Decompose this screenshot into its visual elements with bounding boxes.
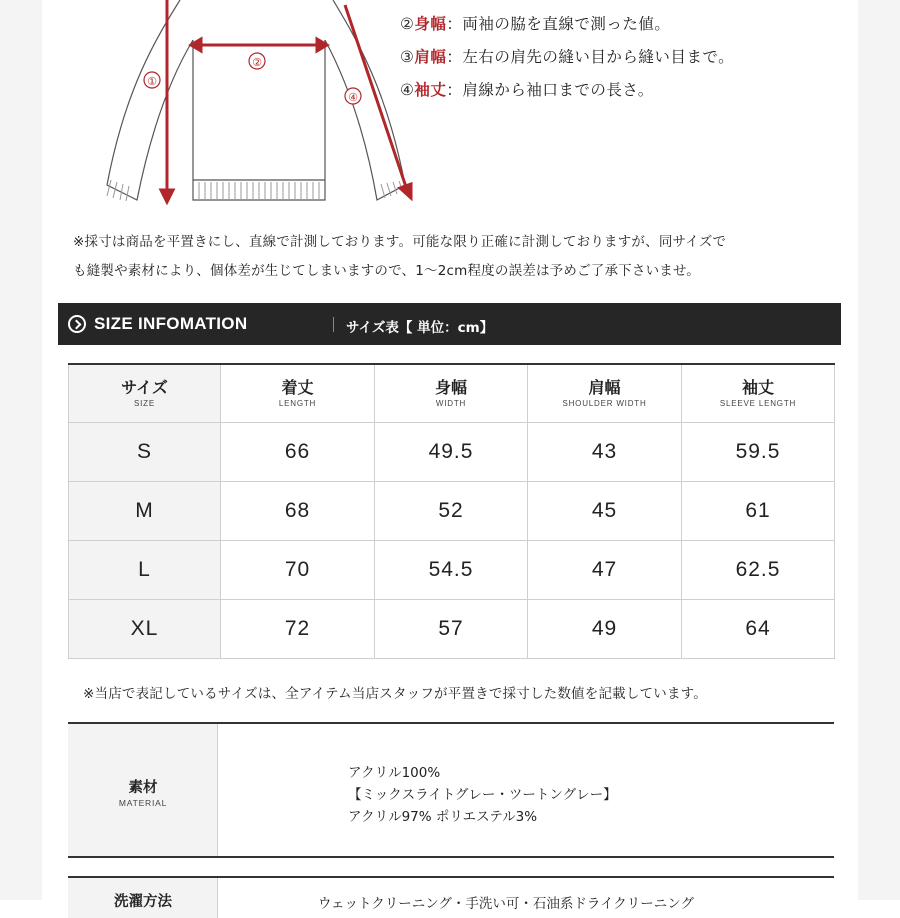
size-cell: S (69, 422, 221, 481)
material-line-1: アクリル100% (348, 765, 441, 781)
chevron-circle-icon (68, 315, 86, 333)
shoulder-cell: 47 (528, 540, 682, 599)
diagram-label-4: ④ (348, 91, 358, 104)
size-cell: L (69, 540, 221, 599)
table-row (69, 540, 835, 599)
width-cell: 54.5 (375, 540, 528, 599)
legend-row-shoulder: ③肩幅：左右の肩先の縫い目から縫い目まで。 (400, 48, 735, 66)
size-information-header (58, 303, 841, 345)
sleeve-cell: 61 (682, 481, 835, 540)
care-value: ウェットクリーニング・手洗い可・石油系ドライクリーニング (318, 896, 694, 912)
diagram-label-2: ② (252, 56, 262, 69)
header-sleeve-length: 袖丈 SLEEVE LENGTH (682, 364, 835, 422)
table-row (69, 481, 835, 540)
care-label-cell (68, 878, 218, 918)
material-label: 素材 (128, 780, 158, 796)
material-label-cell (68, 724, 218, 856)
size-table-header-row (69, 364, 835, 422)
header-shoulder-width: 肩幅 SHOULDER WIDTH (528, 364, 682, 422)
material-line-3: アクリル97% ポリエステル3% (348, 809, 538, 825)
right-sleeve-outline (325, 0, 405, 200)
header-width: 身幅 WIDTH (375, 364, 528, 422)
header-size: サイズ SIZE (69, 364, 221, 422)
diagram-label-1: ① (147, 75, 157, 88)
width-cell: 49.5 (375, 422, 528, 481)
page-margin-left (0, 0, 42, 900)
header-length: 着丈 LENGTH (221, 364, 375, 422)
care-label: 洗濯方法 (114, 894, 172, 910)
width-cell: 52 (375, 481, 528, 540)
table-row (69, 422, 835, 481)
size-information-title: SIZE INFOMATION (94, 314, 248, 333)
sleeve-cell: 62.5 (682, 540, 835, 599)
length-cell: 70 (221, 540, 375, 599)
material-value (348, 762, 617, 828)
sweater-measurement-diagram (95, 0, 425, 215)
material-section (68, 722, 834, 858)
shoulder-cell: 43 (528, 422, 682, 481)
material-label-en: MATERIAL (118, 798, 168, 808)
size-table-note: ※当店で表記しているサイズは、全アイテム当店スタッフが平置きで採寸した数値を記載しています。 (83, 686, 707, 702)
table-row (69, 599, 835, 658)
sleeve-cell: 59.5 (682, 422, 835, 481)
width-cell: 57 (375, 599, 528, 658)
measurement-note-line-1: ※採寸は商品を平置きにし、直線で計測しております。可能な限り正確に計測しておりますが、同サイズで (73, 234, 727, 250)
legend-row-sleeve: ④袖丈：肩線から袖口までの長さ。 (400, 81, 654, 99)
care-section (68, 876, 834, 916)
size-cell: XL (69, 599, 221, 658)
material-line-2: 【ミックスライトグレー・ツートングレー】 (348, 787, 617, 803)
size-information-subtitle: サイズ表【 単位：cm】 (346, 320, 494, 336)
length-cell: 66 (221, 422, 375, 481)
length-cell: 68 (221, 481, 375, 540)
shoulder-cell: 49 (528, 599, 682, 658)
measurement-note-line-2: も縫製や素材により、個体差が生じてしまいますので、1〜2cm程度の誤差は予めご了承下さいませ。 (73, 263, 700, 279)
length-cell: 72 (221, 599, 375, 658)
sleeve-cell: 64 (682, 599, 835, 658)
page-margin-right (858, 0, 900, 900)
header-separator (333, 317, 334, 332)
size-cell: M (69, 481, 221, 540)
legend-row-width: ②身幅：両袖の脇を直線で測った値。 (400, 15, 671, 33)
left-sleeve-outline (107, 0, 193, 200)
shoulder-cell: 45 (528, 481, 682, 540)
size-table (68, 363, 835, 659)
